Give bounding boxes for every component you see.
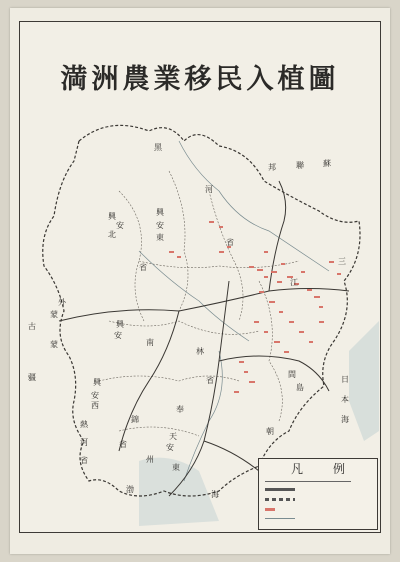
map-label-inner-mongolia-1: 蒙: [50, 340, 58, 349]
map-label-province-sheng-2: 省: [139, 263, 147, 272]
map-label-fengtian-1: 奉: [176, 405, 184, 414]
map-label-mongolia-1: 外: [58, 298, 66, 307]
legend-rail-symbol: [265, 488, 295, 491]
map-label-xingan-west-3: 西: [91, 401, 99, 410]
map-label-russia-3: 邦: [268, 163, 276, 172]
settlement-markers: [169, 221, 341, 393]
map-label-province-sheng-3: 省: [206, 376, 214, 385]
map-label-sanjiang-2: 江: [290, 278, 298, 287]
map-label-xingan-north-2: 安: [116, 221, 124, 230]
map-label-sea-1: 日: [341, 375, 349, 384]
map-label-mongolia-3: 古: [28, 322, 36, 331]
map-label-xingan-north-1: 興: [108, 212, 116, 221]
map-label-sea-3: 海: [341, 415, 349, 424]
railways: [59, 181, 349, 496]
map-label-bay-2: 海: [211, 490, 219, 499]
map-label-province-sheng-1: 省: [226, 238, 234, 247]
map-label-bay-1: 渤: [126, 485, 134, 494]
map-label-jiandao-1: 間: [288, 370, 296, 379]
map-label-jilin-1: 林: [196, 347, 204, 356]
map-label-xingan-east-2: 安: [156, 221, 164, 230]
map-label-heilongjiang-2: 河: [205, 185, 213, 194]
map-label-province-sheng-4: 省: [119, 440, 127, 449]
map-label-xingan-west-2: 安: [91, 391, 99, 400]
legend-settlement-symbol: [265, 508, 275, 511]
map-label-andong-1: 安: [166, 443, 174, 452]
map-label-jinzhou-1: 錦: [131, 415, 139, 424]
map-label-russia-1: 蘇: [323, 159, 331, 168]
map-label-xingan-south-1: 興: [116, 320, 124, 329]
japan-sea: [349, 321, 379, 441]
map-label-fengtian-2: 天: [169, 432, 177, 441]
map-label-andong-2: 東: [172, 463, 180, 472]
page-title: 満洲農業移民入植圖: [60, 64, 340, 95]
map-label-xingan-east-3: 東: [156, 233, 164, 242]
rivers: [139, 141, 329, 481]
map-label-rehe-3: 省: [80, 456, 88, 465]
legend-box: [258, 458, 378, 530]
map-label-xingan-south-3: 南: [146, 338, 154, 347]
map-label-sanjiang-1: 三: [338, 257, 346, 266]
legend-symbols: [265, 481, 351, 526]
map-label-rehe-2: 河: [80, 438, 88, 447]
map-canvas: [19, 21, 379, 531]
province-borders: [99, 171, 299, 436]
map-label-heilongjiang-1: 黑: [154, 143, 162, 152]
map-label-xingan-north-3: 北: [108, 230, 116, 239]
map-label-xingan-west-1: 興: [93, 378, 101, 387]
map-label-korea-1: 朝: [266, 427, 274, 436]
manchukuo-border: [43, 125, 360, 496]
map-label-xingan-east-1: 興: [156, 208, 164, 217]
map-label-mongolia-2: 蒙: [50, 310, 58, 319]
legend-title: 凡例: [290, 462, 375, 476]
map-label-inner-mongolia-2: 疆: [28, 373, 36, 382]
map-label-xingan-south-2: 安: [114, 331, 122, 340]
legend-border-symbol: [265, 498, 295, 501]
map-label-jiandao-2: 島: [296, 383, 304, 392]
map-label-russia-2: 聯: [296, 161, 304, 170]
map-label-rehe-1: 熱: [80, 420, 88, 429]
map-label-sea-2: 本: [341, 395, 349, 404]
legend-river-symbol: [265, 518, 295, 519]
map-label-jinzhou-2: 州: [146, 455, 154, 464]
